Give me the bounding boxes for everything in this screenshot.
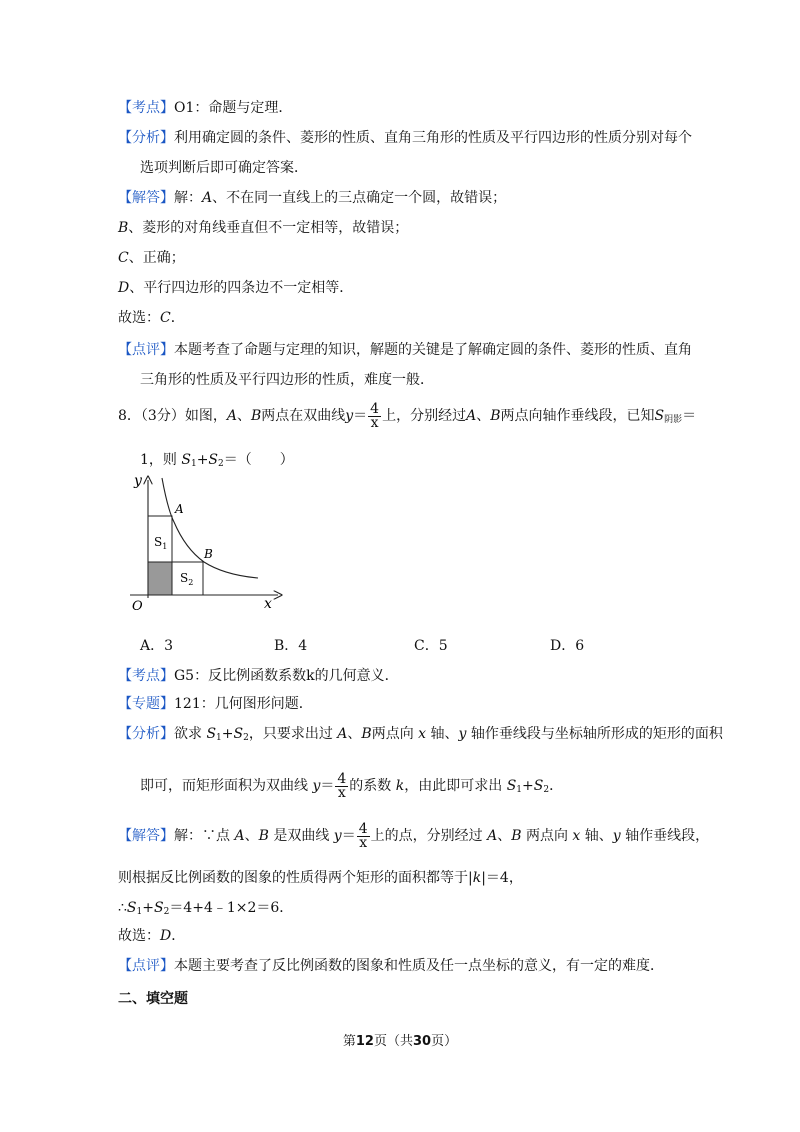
- text: 故选：: [118, 310, 160, 326]
- text: 解：: [174, 190, 202, 206]
- subscript: 1: [216, 733, 222, 743]
- var-x: x: [572, 828, 581, 844]
- q8-stem-line1: [118, 398, 696, 438]
- kaodian-tag: 【考点】: [118, 100, 174, 116]
- var-y: y: [458, 726, 467, 742]
- zhuanti-tag: 【专题】: [118, 696, 174, 712]
- text: 页）: [431, 1034, 458, 1049]
- denominator: x: [337, 784, 346, 801]
- subscript: 2: [218, 459, 224, 469]
- var-y: y: [345, 408, 354, 424]
- point-b: B: [250, 408, 262, 424]
- kaodian-tag: 【考点】: [118, 668, 174, 684]
- q7-answer: [118, 308, 185, 328]
- var-s1: S: [181, 452, 191, 468]
- subscript: 2: [243, 733, 249, 743]
- text: 轴、: [580, 828, 613, 844]
- text: +: [221, 726, 234, 742]
- choice-a: A．3: [140, 638, 174, 654]
- q8-jieda-line3: [118, 898, 293, 922]
- text: ＝: [320, 778, 335, 794]
- point-b: B: [361, 726, 372, 742]
- point-a: A: [337, 726, 348, 742]
- q7-kaodian: [118, 98, 292, 118]
- text: ．: [170, 310, 185, 326]
- fenxi-tag: 【分析】: [118, 130, 174, 146]
- denominator: x: [370, 414, 379, 431]
- point-a: A: [487, 828, 498, 844]
- s2-subscript: 2: [188, 578, 194, 587]
- hyperbola-figure: [118, 470, 288, 620]
- text: 页（共: [373, 1034, 413, 1049]
- text: ．: [549, 778, 564, 794]
- text: 的系数: [349, 778, 396, 794]
- q7-dianping: [118, 340, 692, 360]
- text: +: [522, 778, 534, 794]
- s1-subscript: 1: [162, 542, 168, 551]
- text: 8．（3分）如图，: [118, 408, 227, 424]
- q8-dianping: [118, 956, 664, 976]
- text: ＝: [353, 408, 368, 424]
- answer-letter: C: [160, 310, 171, 326]
- text: 轴、: [426, 726, 459, 742]
- numerator: 4: [358, 820, 368, 837]
- q8-answer: [118, 926, 185, 946]
- var-x: x: [418, 726, 427, 742]
- q7-jieda-line2: [118, 218, 408, 238]
- q7-jieda-line4: [118, 278, 353, 298]
- q8-jieda-line2: [118, 868, 523, 888]
- var-s1: S: [206, 726, 217, 742]
- var-s1: S: [126, 900, 137, 916]
- text: 、: [244, 828, 259, 844]
- fraction: [357, 820, 370, 851]
- answer-letter: D: [160, 928, 172, 944]
- choice-b: B．4: [274, 638, 308, 654]
- fenxi-text: 利用确定圆的条件、菱形的性质、直角三角形的性质及平行四边形的性质分别对每个: [174, 130, 692, 146]
- point-b: B: [511, 828, 522, 844]
- dianping-text: 本题主要考查了反比例函数的图象和性质及任一点坐标的意义，有一定的难度．: [174, 958, 664, 974]
- text: 解：∵点: [174, 828, 235, 844]
- text: 则根据反比例函数的图象的性质得两个矩形的面积都等于|: [118, 870, 473, 886]
- text: 、菱形的对角线垂直但不一定相等，故错误；: [128, 220, 409, 236]
- text: +: [196, 452, 209, 468]
- point-b: B: [490, 408, 501, 424]
- text: 故选：: [118, 928, 160, 944]
- text: 上，分别经过: [382, 408, 467, 424]
- point-a: A: [226, 408, 237, 424]
- subscript: 阴影: [664, 415, 683, 425]
- text: 两点向: [371, 726, 419, 742]
- denominator: x: [359, 834, 368, 851]
- zhuanti-text: 121：几何图形问题．: [174, 696, 313, 712]
- choice-c: C．5: [414, 638, 448, 654]
- text: 欲求: [174, 726, 207, 742]
- text: 即可，而矩形面积为双曲线: [140, 778, 313, 794]
- var-k: k: [472, 870, 482, 886]
- var-s: S: [654, 408, 665, 424]
- x-axis-label: x: [264, 596, 272, 612]
- text: ＝: [341, 828, 356, 844]
- subscript: 2: [543, 785, 550, 795]
- hyperbola-curve: [162, 478, 258, 578]
- text: 、平行四边形的四条边不一定相等．: [129, 280, 354, 296]
- subscript: 1: [136, 907, 143, 917]
- text: 轴作垂线段，: [620, 828, 710, 844]
- var-s1: S: [506, 778, 517, 794]
- kaodian-text: G5：反比例函数系数k的几何意义．: [174, 668, 399, 684]
- text: ．: [171, 928, 186, 944]
- option-letter: B: [118, 220, 129, 236]
- point-b: B: [258, 828, 269, 844]
- text: ＝4+4﹣1×2＝6．: [169, 900, 294, 916]
- option-letter: D: [118, 280, 130, 296]
- page-number: 12: [355, 1034, 374, 1049]
- s2-letter: S: [180, 571, 189, 585]
- dianping-tag: 【点评】: [118, 958, 174, 974]
- subscript: 2: [163, 907, 170, 917]
- numerator: 4: [370, 400, 380, 417]
- text: ，由此即可求出: [404, 778, 507, 794]
- point-a: A: [234, 828, 245, 844]
- q8-jieda-line1: [118, 818, 709, 854]
- text: 两点向: [521, 828, 573, 844]
- point-a: A: [466, 408, 477, 424]
- point-b-label: B: [204, 547, 213, 561]
- q7-fenxi-cont: 选项判断后即可确定答案．: [140, 160, 308, 176]
- q8-fenxi-cont: [140, 768, 563, 808]
- text: 、正确；: [128, 250, 185, 266]
- text: ＝: [682, 408, 697, 424]
- fenxi-tag: 【分析】: [118, 726, 174, 742]
- fraction: [368, 400, 381, 431]
- s1-letter: S: [154, 535, 163, 549]
- text: 两点向轴作垂线段，已知: [500, 408, 655, 424]
- text: 两点在双曲线: [261, 408, 346, 424]
- q7-dianping-cont: 三角形的性质及平行四边形的性质，难度一般．: [140, 372, 434, 388]
- q8-kaodian: [118, 666, 399, 686]
- numerator: 4: [337, 770, 347, 787]
- s1-label: [154, 535, 167, 551]
- text: 、: [497, 828, 512, 844]
- option-letter: A: [202, 190, 213, 206]
- option-letter: C: [118, 250, 129, 266]
- text: ∴: [118, 900, 127, 916]
- text: 上的点，分别经过: [370, 828, 488, 844]
- jieda-tag: 【解答】: [118, 190, 174, 206]
- dianping-tag: 【点评】: [118, 342, 174, 358]
- dianping-text: 本题考查了命题与定理的知识，解题的关键是了解确定圆的条件、菱形的性质、直角: [174, 342, 692, 358]
- subscript: 1: [516, 785, 523, 795]
- text: +: [142, 900, 154, 916]
- var-y: y: [612, 828, 621, 844]
- fraction: [335, 770, 348, 801]
- text: 是双曲线: [268, 828, 334, 844]
- text: ，只要求出过: [248, 726, 338, 742]
- y-axis-label: y: [134, 473, 142, 489]
- kaodian-text: O1：命题与定理．: [174, 100, 293, 116]
- var-s2: S: [233, 726, 244, 742]
- point-a-label: A: [175, 502, 184, 516]
- text: |＝4，: [481, 870, 523, 886]
- total-pages: 30: [413, 1034, 432, 1049]
- q7-jieda-line1: [118, 188, 506, 208]
- shaded-region: [148, 562, 172, 595]
- var-y: y: [312, 778, 321, 794]
- s2-label: [180, 571, 193, 587]
- jieda-tag: 【解答】: [118, 828, 174, 844]
- text: ＝（ ）: [223, 452, 294, 468]
- text: 、: [236, 408, 251, 424]
- q7-fenxi: [118, 128, 692, 148]
- var-y: y: [333, 828, 342, 844]
- text: 、: [476, 408, 491, 424]
- var-s2: S: [533, 778, 544, 794]
- origin-label: O: [132, 599, 143, 614]
- q8-fenxi: [118, 724, 723, 748]
- choice-d: D．6: [550, 638, 585, 654]
- page-footer: [0, 1030, 800, 1049]
- text: 轴作垂线段与坐标轴所形成的矩形的面积: [466, 726, 723, 742]
- q8-zhuanti: [118, 694, 313, 714]
- section-title: 二、填空题: [118, 991, 188, 1007]
- var-s2: S: [153, 900, 164, 916]
- var-s2: S: [208, 452, 219, 468]
- text: 、: [347, 726, 362, 742]
- text: 第: [342, 1034, 356, 1049]
- subscript: 1: [190, 459, 197, 469]
- q7-jieda-line3: [118, 248, 185, 268]
- text: 、不在同一直线上的三点确定一个圆，故错误；: [212, 190, 507, 206]
- text: 1，则: [140, 452, 182, 468]
- var-k: k: [395, 778, 405, 794]
